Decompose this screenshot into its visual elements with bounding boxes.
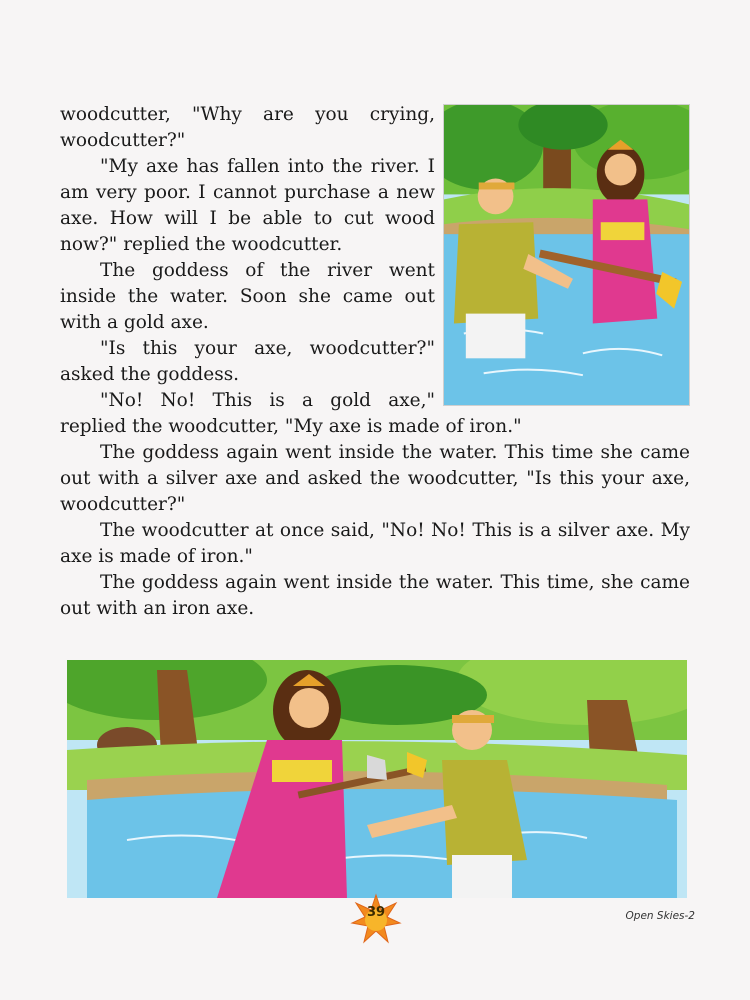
paragraph-7: The woodcutter at once said, "No! No! This is a silver axe. My axe is made of iron." — [60, 520, 690, 567]
book-title-footer: Open Skies-2 — [625, 910, 695, 922]
paragraph-3: The goddess of the river went inside the water. Soon she came out with a gold axe. — [60, 260, 435, 333]
page-number: 39 — [366, 905, 386, 920]
illustration-goddess-gold-axe — [443, 104, 690, 406]
story-text — [60, 102, 690, 622]
paragraph-1: woodcutter, "Why are you crying, woodcutter?" — [60, 104, 435, 151]
paragraph-2: "My axe has fallen into the river. I am very poor. I cannot purchase a new axe. How will I be able to cut wood now?" replied the woodcutter. — [60, 156, 435, 255]
illustration-goddess-handing-axes — [67, 660, 687, 898]
paragraph-5: "No! No! This is a gold axe," replied the woodcutter, "My axe is made of iron." — [60, 390, 522, 437]
paragraph-8: The goddess again went inside the water. This time, she came out with an iron axe. — [60, 572, 690, 619]
paragraph-4: "Is this your axe, woodcutter?" asked the goddess. — [60, 338, 435, 385]
paragraph-6: The goddess again went inside the water. This time she came out with a silver axe and asked the woodcutter, "Is this your axe, woodcutter?" — [60, 442, 690, 515]
